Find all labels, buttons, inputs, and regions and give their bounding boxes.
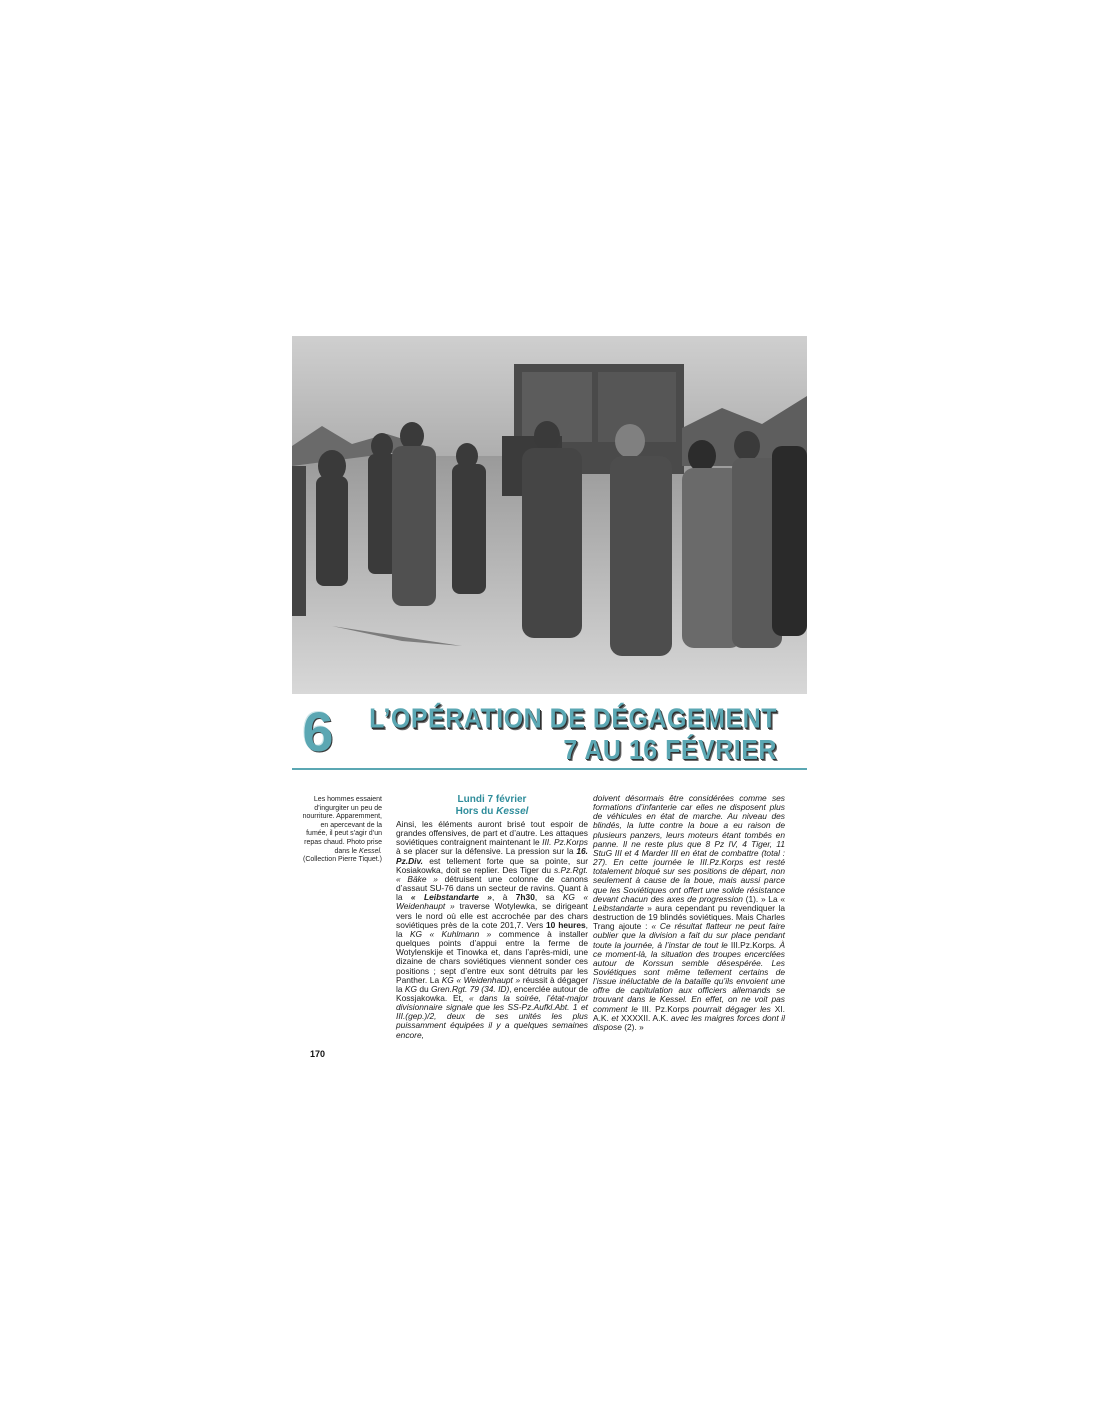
text-column-2: [593, 794, 785, 1032]
text-run: XXXXII. A.K.: [621, 1012, 669, 1023]
section-subtitle-prefix: Hors du: [455, 805, 497, 817]
page-number: 170: [310, 1049, 326, 1059]
text-run: commence à installer quelques points d’appui entre la ferme de Wotylenskije et Tinowka et, dans l’après-midi, une dizaine de chars soviétiques viennent sonder ces positions ; sept d’entre eux sont détruits par les Panther. La: [396, 928, 588, 985]
text-run: « Ce résultat flatteur ne peut faire oublier que la division a fait du sur place pendant toute la journée, à l’instar de tout le: [593, 921, 785, 950]
text-run: doivent désormais être considérées comme ses formations d’infanterie car elles ne disposent plus de véhicules en état de marche. Au niveau des blindés, la lutte contre la boue a eu raison de plusieurs panzers, leurs moteurs étant tombés en panne. Il ne reste plus que 8 Pz IV, 4 Tiger, 11 StuG III et 4 Marder III en état de combattre (total : 27). En cette journée le III.Pz.Korps est resté totalement bloqué sur ses positions de départ, non seulement à cause de la boue, mais aussi parce que les Soviétiques ont offert une solide résistance devant chacun des axes de progression: [593, 793, 785, 904]
section-subtitle: [396, 806, 588, 818]
body-paragraph-1: [396, 820, 588, 1040]
photograph-soldiers-eating: [292, 336, 807, 694]
text-run: et: [608, 1012, 622, 1023]
text-run: , à: [491, 892, 516, 903]
chapter-title-line2: 7 AU 16 FÉVRIER: [563, 734, 777, 766]
text-run: KG: [404, 983, 417, 994]
section-heading: [396, 794, 588, 817]
text-run: . À ce moment-là, la situation des troupes encerclées autour de Korssun semble désespérée. Les Soviétiques sont même tellement certains de l’issue inéluctable de la bataille qu’ils envoient une offre de capitulation aux officiers allemands se trouvant dans le Kessel. En effet, on ne voit pas comment le: [593, 939, 785, 1014]
text-run: avec les maigres forces dont il dispose: [593, 1012, 785, 1032]
text-run: III. Pz.Korps: [542, 837, 588, 848]
text-run: III.Pz.Korps: [730, 939, 775, 950]
text-run: XI. A.K.: [593, 1003, 785, 1023]
text-run: , la: [396, 919, 588, 939]
text-run: , encerclée autour de Kossjakowka. Et,: [396, 983, 588, 1003]
body-paragraph-2: [593, 794, 785, 1032]
text-run: Gren.Rgt. 79 (34. ID): [431, 983, 510, 994]
text-run: s.Pz.Rgt. « Bäke »: [396, 864, 588, 884]
chapter-number: 6: [302, 700, 334, 763]
caption-kessel: Kessel.: [359, 847, 382, 855]
text-run: (1). » La «: [742, 893, 785, 904]
text-run: « Leibstandarte »: [410, 892, 492, 903]
text-run: « dans la soirée, l’état-major divisionnaire signale que les SS-Pz.Aufkl.Abt. 1 et III.(gep.)/2, deux de ses unités les plus puissamment équipées il y a quelques semaines encore,: [396, 992, 588, 1040]
text-run: 7h30: [515, 892, 535, 903]
text-run: KG « Kuhlmann »: [409, 928, 492, 939]
text-run: à se placer sur la défensive. La pression sur la: [396, 846, 577, 857]
text-run: 10 heures: [546, 919, 586, 930]
text-run: traverse Wotylewka, se dirigeant vers le nord où elle est accrochée par des chars soviétiques près de la cote 201,7. Vers: [396, 901, 589, 930]
text-run: pourrait dégager les: [689, 1003, 775, 1014]
title-divider: [292, 768, 807, 770]
text-column-1: [396, 794, 588, 1040]
text-run: réussit à dégager la: [396, 974, 588, 994]
text-run: du: [416, 983, 431, 994]
caption-text: Les hommes essaient d’ingurgiter un peu de nourriture. Apparemment, en apercevant de la fumée, il peut s’agir d’un repas chaud. Photo prise dans le: [302, 796, 382, 855]
caption-credit: (Collection Pierre Tiquet.): [303, 856, 382, 864]
text-run: III. Pz.Korps: [641, 1003, 690, 1014]
chapter-title: [360, 703, 777, 766]
chapter-title-line1: L’OPÉRATION DE DÉGAGEMENT: [369, 703, 777, 735]
section-subtitle-kessel: Kessel: [496, 805, 529, 817]
text-run: Ainsi, les éléments auront brisé tout espoir de grandes offensives, de part et d’autre. Les attaques soviétiques contraignent maintenant le: [396, 819, 588, 848]
text-run: KG « Weidenhaupt »: [396, 892, 589, 912]
text-run: (2). »: [621, 1021, 644, 1032]
text-run: KG « Weidenhaupt »: [441, 974, 521, 985]
text-run: détruisent une colonne de canons d’assaut SU-76 dans un secteur de ravins. Quant à la: [396, 873, 589, 903]
text-run: est tellement forte que sa pointe, sur Kosiakowka, doit se replier. Des Tiger du: [396, 855, 588, 875]
text-run: Leibstandarte: [593, 902, 644, 913]
photo-caption: [300, 796, 382, 865]
text-run: » aura cependant pu revendiquer la destruction de 19 blindés soviétiques. Mais Charles Trang ajoute :: [593, 902, 785, 932]
text-run: , sa: [534, 892, 563, 903]
text-run: 16. Pz.Div.: [396, 846, 588, 866]
section-date: Lundi 7 février: [457, 794, 527, 805]
